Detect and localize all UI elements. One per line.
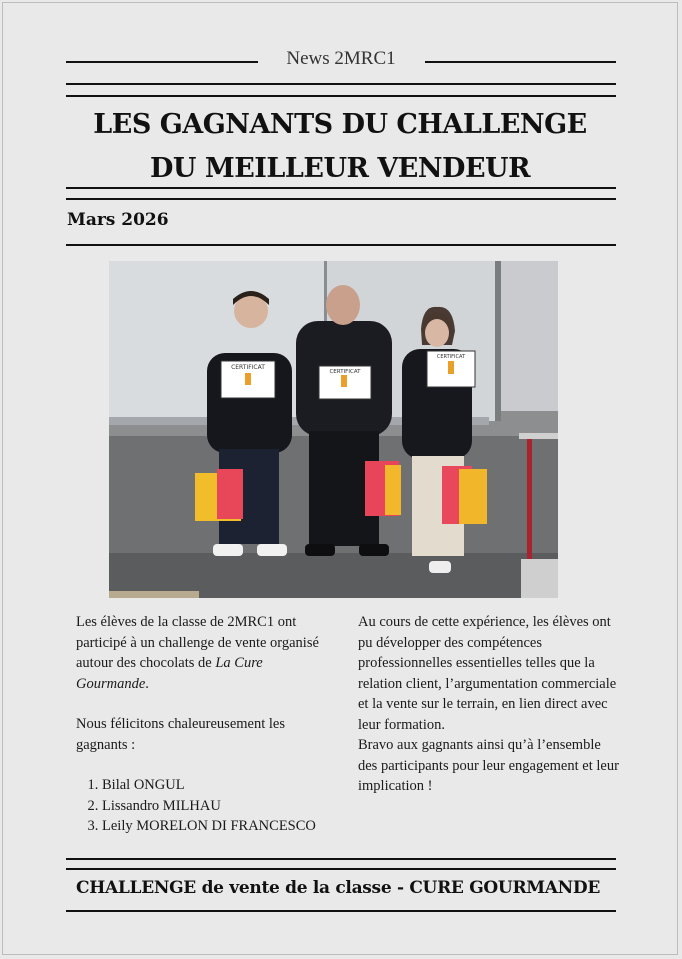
winners-list xyxy=(76,775,338,837)
certificate-label: CERTIFICAT xyxy=(329,369,361,375)
headline-rule-2 xyxy=(66,198,616,200)
news-kicker xyxy=(0,48,682,70)
right-column xyxy=(358,612,620,797)
top-double-rule-2 xyxy=(66,95,616,97)
headline-rule-1 xyxy=(66,187,616,189)
certificate-label: CERTIFICAT xyxy=(436,354,466,360)
experience-paragraph: Au cours de cette expérience, les élèves ont pu développer des compétences professionnelles essentielles telles que la relation client, l’argumentation commerciale et la vente sur le terrain, en lien direct avec leur formation. xyxy=(358,614,617,733)
headline-line-2: DU MEILLEUR VENDEUR xyxy=(149,153,531,184)
list-item: 3. Leily MORELON DI FRANCESCO xyxy=(102,816,338,837)
footer-title: CHALLENGE de vente de la classe - CURE GOURMANDE xyxy=(76,878,601,898)
congrats-paragraph: Nous félicitons chaleureusement les gagnants : xyxy=(76,716,285,753)
intro-text: Les élèves de la classe de 2MRC1 ont participé à un challenge de vente organisé autour des chocolats de xyxy=(76,614,319,671)
footer-rule-2 xyxy=(66,868,616,870)
certificate-label: CERTIFICAT xyxy=(231,364,265,371)
winners-photo-svg xyxy=(109,261,558,598)
list-item: 2. Lissandro MILHAU xyxy=(102,796,338,817)
footer-rule-3 xyxy=(66,910,616,912)
intro-end: . xyxy=(145,675,149,692)
date-rule xyxy=(66,244,616,246)
brand-name: La Cure Gourmande xyxy=(76,655,263,692)
top-double-rule-1 xyxy=(66,83,616,85)
issue-date: Mars 2026 xyxy=(67,210,169,230)
headline-line-1: LES GAGNANTS DU CHALLENGE xyxy=(93,109,587,140)
winners-photo xyxy=(109,261,558,598)
intro-paragraph xyxy=(76,612,338,694)
left-column xyxy=(76,612,338,837)
footer-rule-1 xyxy=(66,858,616,860)
list-item: 1. Bilal ONGUL xyxy=(102,775,338,796)
news-kicker-text: News 2MRC1 xyxy=(272,48,409,69)
bravo-paragraph: Bravo aux gagnants ainsi qu’à l’ensemble des participants pour leur engagement et leur implication ! xyxy=(358,737,619,794)
headline xyxy=(40,103,640,191)
